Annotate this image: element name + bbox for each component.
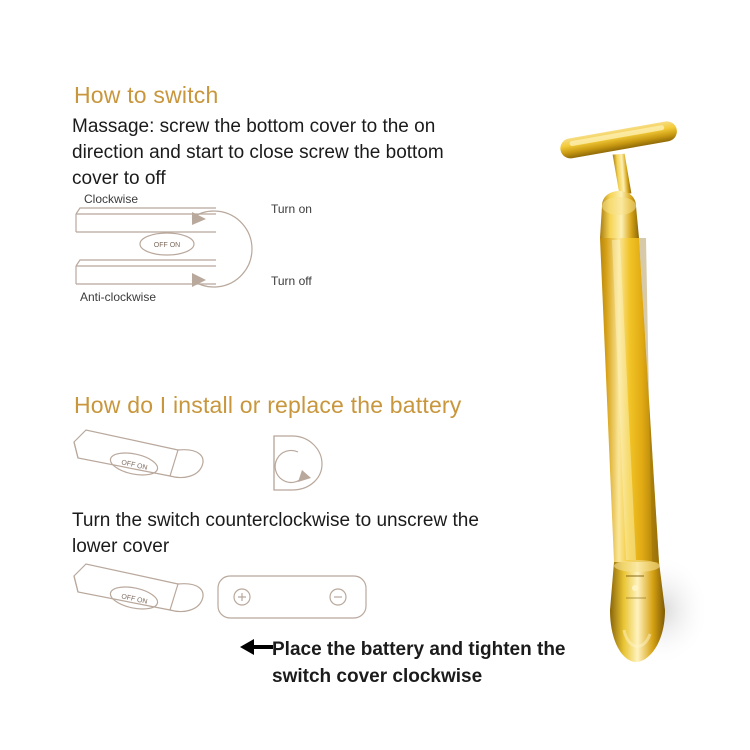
- heading-how-to-switch: How to switch: [74, 82, 219, 108]
- label-clockwise: Clockwise: [84, 192, 139, 206]
- heading-install-replace-battery: How do I install or replace the battery: [74, 392, 462, 418]
- diagram-insert-battery: [66, 560, 386, 635]
- label-turn-off: Turn off: [271, 274, 312, 288]
- switch-marking-label: OFF ON: [153, 242, 181, 249]
- paragraph-massage-instructions: Massage: screw the bottom cover to the on direction and start to close screw the bottom cover to off: [72, 116, 444, 189]
- label-anticlockwise: Anti-clockwise: [80, 290, 157, 304]
- switch-marking-label: OFF ON: [120, 459, 148, 472]
- paragraph-turn-switch: Turn the switch counterclockwise to unscrew the lower cover: [72, 510, 479, 557]
- diagram-switch-direction: [66, 188, 346, 308]
- arrow-icon: [240, 636, 274, 663]
- label-turn-on: Turn on: [271, 202, 312, 216]
- diagram-unscrew-cover: [66, 424, 366, 504]
- switch-marking-label: OFF ON: [120, 593, 148, 606]
- product-image-beauty-bar: [540, 110, 740, 680]
- caption-place-battery: Place the battery and tighten the switch cover clockwise: [272, 639, 566, 687]
